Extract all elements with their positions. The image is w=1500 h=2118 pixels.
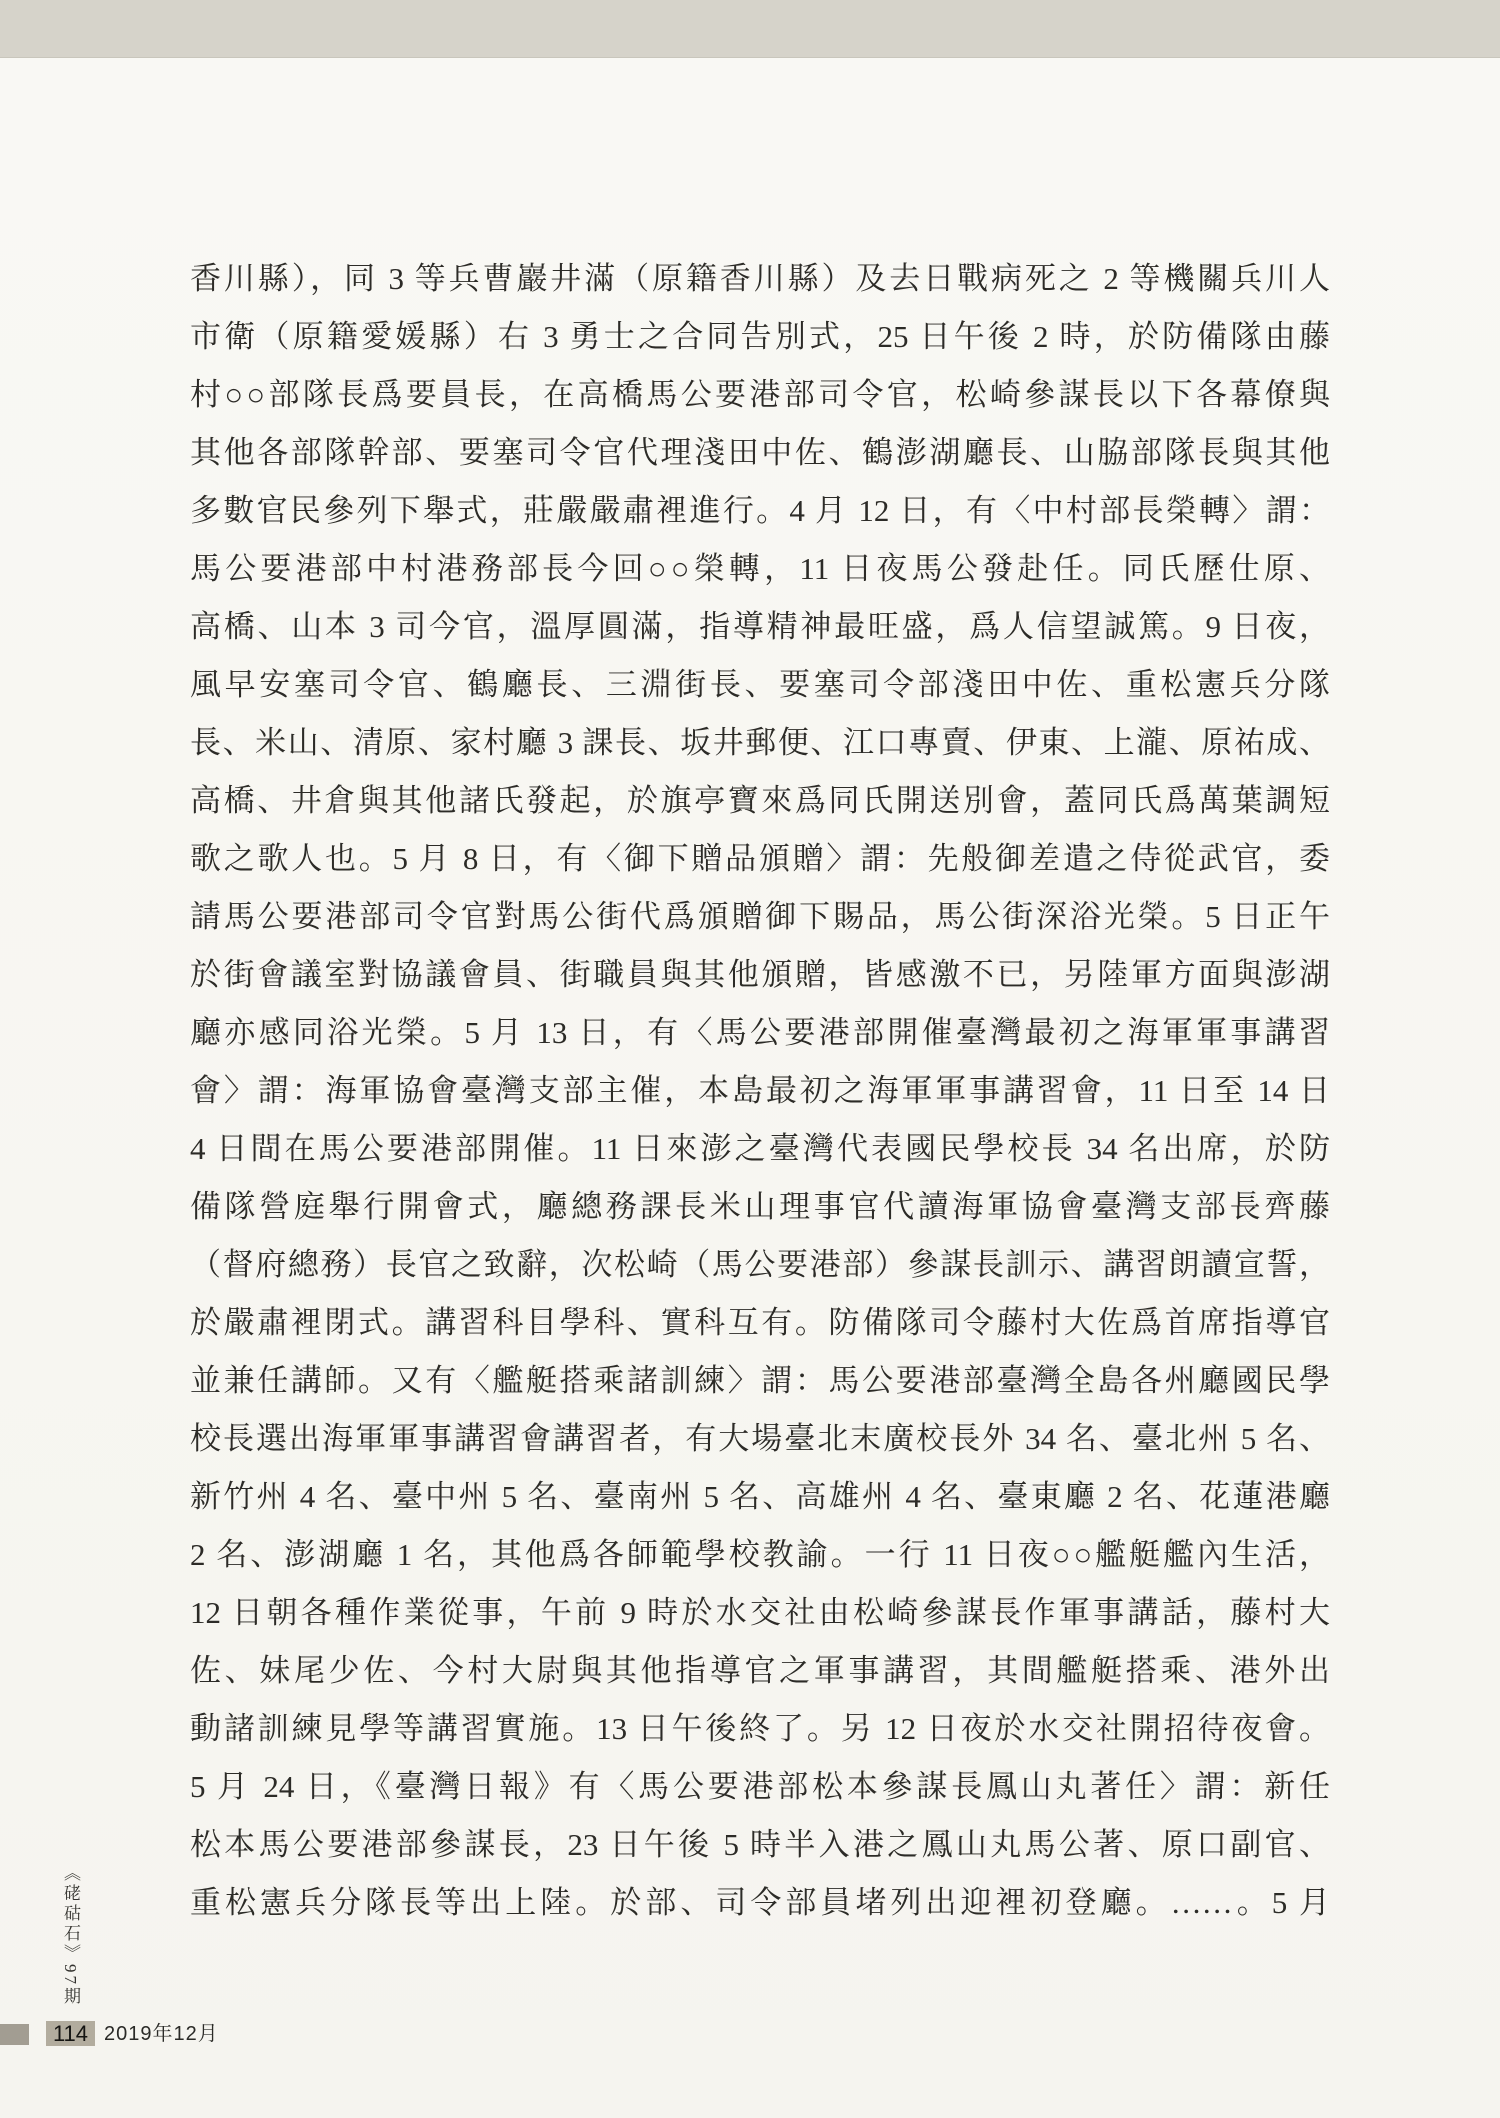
- text-line: 市衛（原籍愛媛縣）右 3 勇士之合同告別式，25 日午後 2 時，於防備隊由藤: [190, 319, 1330, 354]
- text-line: 重松憲兵分隊長等出上陸。於部、司令部員堵列出迎裡初登廳。……。5 月: [190, 1885, 1330, 1920]
- text-line: 新竹州 4 名、臺中州 5 名、臺南州 5 名、高雄州 4 名、臺東廳 2 名、花蓮港廳: [190, 1479, 1330, 1514]
- text-line: 村○○部隊長爲要員長，在高橋馬公要港部司令官，松崎參謀長以下各幕僚與: [190, 377, 1330, 412]
- text-line: 其他各部隊幹部、要塞司令官代理淺田中佐、鶴澎湖廳長、山脇部隊長與其他: [190, 435, 1330, 470]
- text-line: 2 名、澎湖廳 1 名，其他爲各師範學校教諭。一行 11 日夜○○艦艇艦內生活，: [190, 1537, 1330, 1572]
- text-line: 香川縣），同 3 等兵曹巖井滿（原籍香川縣）及去日戰病死之 2 等機關兵川人: [190, 261, 1330, 296]
- text-line: 備隊營庭舉行開會式，廳總務課長米山理事官代讀海軍協會臺灣支部長齊藤: [190, 1189, 1330, 1224]
- text-line: 會〉謂：海軍協會臺灣支部主催，本島最初之海軍軍事講習會，11 日至 14 日: [190, 1073, 1330, 1108]
- text-line: 廳亦感同浴光榮。5 月 13 日，有〈馬公要港部開催臺灣最初之海軍軍事講習: [190, 1015, 1330, 1050]
- text-line: 長、米山、清原、家村廳 3 課長、坂井郵便、江口專賣、伊東、上瀧、原祐成、: [190, 725, 1330, 760]
- text-line: 5 月 24 日，《臺灣日報》有〈馬公要港部松本參謀長鳳山丸著任〉謂：新任: [190, 1769, 1330, 1804]
- text-line: 12 日朝各種作業從事，午前 9 時於水交社由松崎參謀長作軍事講話，藤村大: [190, 1595, 1330, 1630]
- text-line: （督府總務）長官之致辭，次松崎（馬公要港部）參謀長訓示、講習朗讀宣誓，: [190, 1247, 1330, 1282]
- text-line: 馬公要港部中村港務部長今回○○榮轉，11 日夜馬公發赴任。同氏歷仕原、: [190, 551, 1330, 586]
- page-number-badge: 114: [46, 2021, 95, 2046]
- text-line: 歌之歌人也。5 月 8 日，有〈御下贈品頒贈〉謂：先般御差遣之侍從武官，委: [190, 841, 1330, 876]
- issue-date: 2019年12月: [104, 2023, 219, 2045]
- scan-edge-band: [0, 0, 1500, 58]
- text-line: 風早安塞司令官、鶴廳長、三淵街長、要塞司令部淺田中佐、重松憲兵分隊: [190, 667, 1330, 702]
- text-line: 多數官民參列下舉式，莊嚴嚴肅裡進行。4 月 12 日，有〈中村部長榮轉〉謂：: [190, 493, 1330, 528]
- text-line: 松本馬公要港部參謀長，23 日午後 5 時半入港之鳳山丸馬公著、原口副官、: [190, 1827, 1330, 1862]
- text-line: 佐、妹尾少佐、今村大尉與其他指導官之軍事講習，其間艦艇搭乘、港外出: [190, 1653, 1330, 1688]
- journal-title-vertical: 《硓𥑮石》97期: [61, 1864, 80, 2007]
- text-line: 於嚴肅裡閉式。講習科目學科、實科互有。防備隊司令藤村大佐爲首席指導官: [190, 1305, 1330, 1340]
- text-line: 動諸訓練見學等講習實施。13 日午後終了。另 12 日夜於水交社開招待夜會。: [190, 1711, 1330, 1746]
- text-line: 高橋、井倉與其他諸氏發起，於旗亭寶來爲同氏開送別會，蓋同氏爲萬葉調短: [190, 783, 1330, 818]
- text-line: 高橋、山本 3 司今官，溫厚圓滿，指導精神最旺盛，爲人信望誠篤。9 日夜，: [190, 609, 1330, 644]
- text-line: 於街會議室對協議會員、街職員與其他頒贈，皆感激不已，另陸軍方面與澎湖: [190, 957, 1330, 992]
- text-line: 請馬公要港部司令官對馬公街代爲頒贈御下賜品，馬公街深浴光榮。5 日正午: [190, 899, 1330, 934]
- text-line: 校長選出海軍軍事講習會講習者，有大場臺北末廣校長外 34 名、臺北州 5 名、: [190, 1421, 1330, 1456]
- text-line: 4 日間在馬公要港部開催。11 日來澎之臺灣代表國民學校長 34 名出席，於防: [190, 1131, 1330, 1166]
- article-body-text: [190, 250, 1330, 1932]
- text-line: 並兼任講師。又有〈艦艇搭乘諸訓練〉謂：馬公要港部臺灣全島各州廳國民學: [190, 1363, 1330, 1398]
- footer-edge-bar: [0, 2024, 29, 2045]
